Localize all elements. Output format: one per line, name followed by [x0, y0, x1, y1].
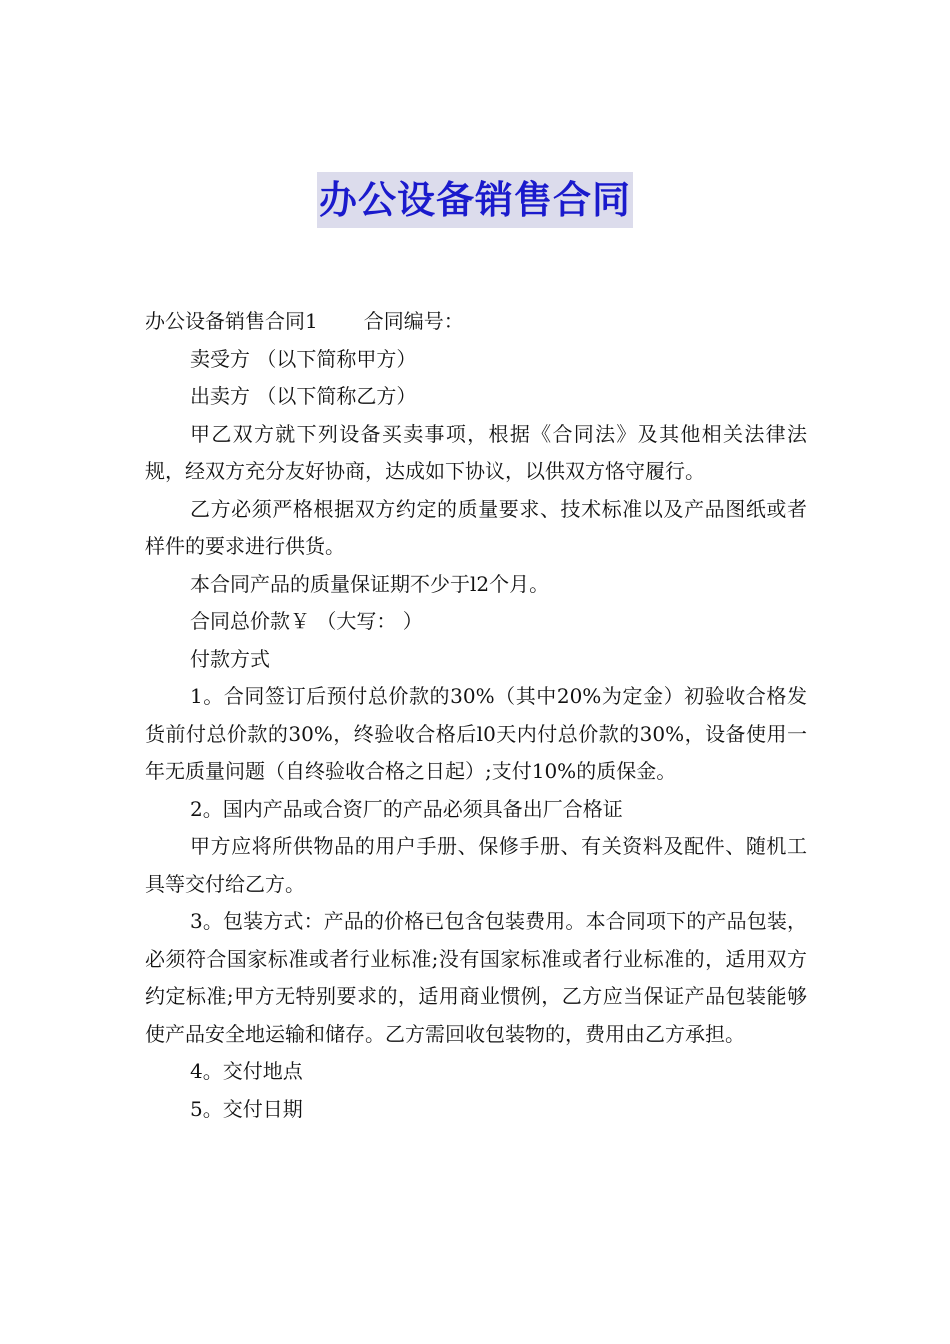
paragraph-item-2: 2。国内产品或合资厂的产品必须具备出厂合格证 [190, 796, 623, 821]
paragraph-seller: 出卖方 （以下简称乙方） [190, 384, 417, 408]
contract-number-label: 合同编号： [363, 309, 464, 333]
paragraph-warranty-period: 本合同产品的质量保证期不少于l2个月。 [190, 571, 550, 596]
paragraph-preamble: 甲乙双方就下列设备买卖事项，根据《合同法》及其他相关法律法规，经双方充分友好协商，达成如下协议，以供双方恪守履行。 [145, 421, 807, 483]
document-title: 办公设备销售合同 [317, 172, 633, 228]
document-body [145, 303, 807, 1128]
title-container [0, 172, 950, 228]
paragraph-documents: 甲方应将所供物品的用户手册、保修手册、有关资料及配件、随机工具等交付给乙方。 [145, 834, 807, 896]
paragraph-item-3: 3。包装方式：产品的价格已包含包装费用。本合同项下的产品包装，必须符合国家标准或者行业标准;没有国家标准或者行业标准的，适用双方约定标准;甲方无特别要求的，适用商业惯例，乙方应当保证产品包装能够使产品安全地运输和储存。乙方需回收包装物的，费用由乙方承担。 [145, 909, 807, 1046]
paragraph-item-1: 1。合同签订后预付总价款的30%（其中20%为定金）初验收合格发货前付总价款的30%，终验收合格后l0天内付总价款的30%，设备使用一年无质量问题（自终验收合格之日起）;支付10%的质保金。 [145, 684, 807, 783]
contract-header-line [145, 303, 807, 341]
contract-name: 办公设备销售合同1 [145, 309, 318, 333]
paragraph-quality-requirements: 乙方必须严格根据双方约定的质量要求、技术标准以及产品图纸或者样件的要求进行供货。 [145, 496, 807, 558]
paragraph-item-5: 5。交付日期 [190, 1096, 303, 1121]
paragraph-total-price: 合同总价款￥ （大写： ） [190, 609, 423, 633]
paragraph-item-4: 4。交付地点 [190, 1059, 303, 1083]
paragraph-payment-method: 付款方式 [190, 646, 270, 671]
paragraph-buyer: 卖受方 （以下简称甲方） [190, 346, 417, 371]
